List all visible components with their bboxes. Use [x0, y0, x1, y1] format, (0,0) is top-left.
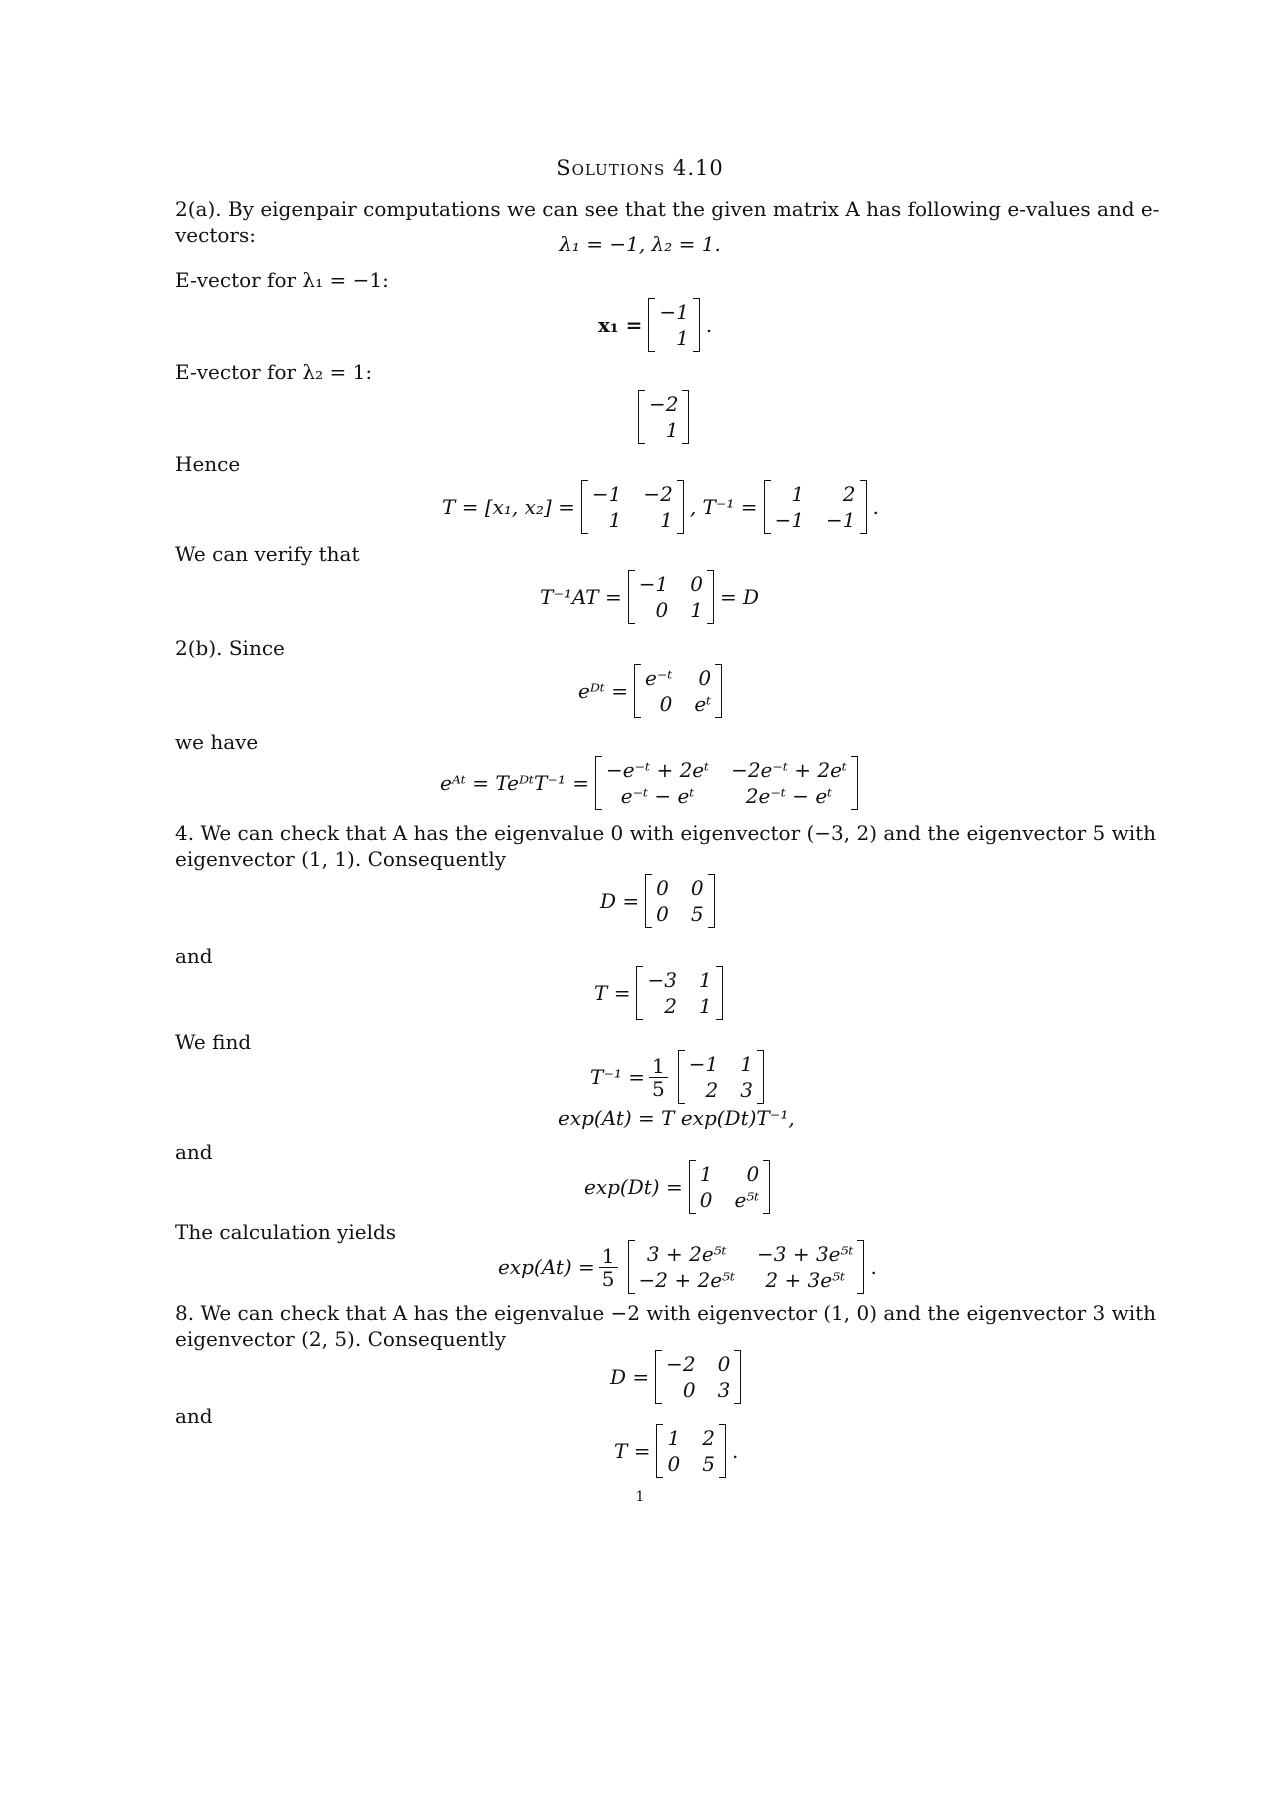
p4-T-entry: −3: [647, 968, 677, 992]
eigenvalues-text: λ₁ = −1, λ₂ = 1.: [559, 232, 721, 256]
verify-text: We can verify that: [175, 542, 360, 566]
D-entry: 0: [655, 598, 669, 622]
T-entry: −1: [591, 482, 622, 506]
D-matrix: [628, 570, 714, 624]
p4-T-entry: 2: [664, 994, 677, 1018]
eDt-entry: eᵗ: [694, 692, 712, 716]
eDt-entry: 0: [698, 666, 712, 690]
Tinv-entry: −1: [826, 508, 856, 532]
p4-T-lhs: T =: [594, 981, 631, 1005]
p4-D-equation: [600, 874, 721, 928]
eDt-matrix: [634, 664, 722, 718]
D-entry: 1: [690, 598, 703, 622]
page-number: 1: [635, 1489, 645, 1505]
p4-Tinv-entry: 1: [740, 1052, 753, 1076]
fraction-numerator: 1: [649, 1055, 668, 1078]
p4-Tinv-fraction: [649, 1055, 668, 1100]
p4-Tinv-lhs: T⁻¹ =: [590, 1065, 646, 1089]
eDt-equation: [578, 664, 728, 718]
p4-D-entry: 0: [656, 876, 669, 900]
x1-vector: [648, 298, 699, 352]
Tinv-entry: 1: [791, 482, 805, 506]
page-title: Solutions 4.10: [556, 156, 724, 180]
T-entry: 1: [608, 508, 622, 532]
x1-equation: x₁ = −1 1 .: [598, 300, 713, 350]
eDt-entry: 0: [659, 692, 673, 716]
fraction-numerator: 1: [599, 1245, 618, 1268]
p8-and: and: [175, 1404, 213, 1428]
p8-D-entry: 3: [717, 1378, 731, 1402]
p4-D-entry: 5: [690, 902, 704, 926]
p8-D-entry: 0: [717, 1352, 731, 1376]
expDt-matrix: [689, 1160, 771, 1214]
eAt-entry: −e⁻ᵗ + 2eᵗ: [606, 758, 710, 782]
eigenvalues-equation: [0, 232, 1280, 256]
expAt-matrix: [628, 1240, 865, 1294]
we-have-text: we have: [175, 730, 259, 754]
problem-2a-intro: 2(a). By eigenpair computations we can see that the given matrix A has following e-values and e-vectors:: [175, 197, 1160, 247]
T-entry: −2: [643, 482, 673, 506]
eAt-entry: −2e⁻ᵗ + 2eᵗ: [731, 758, 847, 782]
p8-D-equation: [610, 1350, 747, 1404]
p4-T-entry: 1: [698, 994, 712, 1018]
x2-vector: [638, 390, 689, 444]
x2-entry: 1: [665, 418, 679, 442]
we-find-text: We find: [175, 1030, 252, 1054]
p4-and-1: and: [175, 944, 213, 968]
problem-2b-since: 2(b). Since: [175, 636, 285, 660]
T-matrix: [581, 480, 684, 534]
eAt-equation: [440, 756, 864, 810]
eDt-entry: e⁻ᵗ: [644, 666, 673, 690]
p4-and-2: and: [175, 1140, 213, 1164]
p8-D-entry: −2: [666, 1352, 696, 1376]
expAt-lhs: exp(At) =: [498, 1255, 595, 1279]
p4-Tinv-entry: −1: [688, 1052, 719, 1076]
p4-D-matrix: [645, 874, 714, 928]
p8-T-lhs: T =: [614, 1439, 651, 1463]
p4-T-matrix: [636, 966, 722, 1020]
expAt-entry: −3 + 3e⁵ᵗ: [756, 1242, 854, 1266]
eDt-lhs: eᴰᵗ =: [578, 679, 628, 703]
p8-T-entry: 2: [702, 1426, 715, 1450]
p8-T-entry: 0: [667, 1452, 681, 1476]
x2-entry: −2: [649, 392, 679, 416]
TAT-equation: [540, 570, 759, 624]
x1-lhs: x₁ =: [598, 313, 643, 337]
p8-T-entry: 5: [702, 1452, 715, 1476]
expAt-formula-text: exp(At) = T exp(Dt)T⁻¹,: [558, 1106, 795, 1130]
Tinv-entry: −1: [774, 508, 805, 532]
expAt-result: exp(At) = $\frac{1}{5}$ 3 + 2e⁵ᵗ −3 + 3e⁵ᵗ −2 + 2e⁵ᵗ 2 + 3e⁵ᵗ .: [498, 1242, 877, 1292]
Tinv-matrix: [764, 480, 867, 534]
x1-entry: 1: [676, 326, 689, 350]
p8-D-matrix: [655, 1350, 741, 1404]
problem-4-intro: 4. We can check that A has the eigenvalue 0 with eigenvector (−3, 2) and the eigenvector 5 with eigenvector (1, 1). Consequently: [175, 821, 1157, 871]
p4-T-equation: [594, 966, 729, 1020]
fraction-denominator: 5: [652, 1076, 665, 1101]
p4-Tinv-equation: [590, 1050, 770, 1104]
evec1-label: E-vector for λ₁ = −1:: [175, 268, 389, 292]
p4-D-entry: 0: [690, 876, 704, 900]
expDt-entry: 1: [699, 1162, 713, 1186]
expAt-formula: [558, 1106, 795, 1130]
expDt-entry: 0: [746, 1162, 760, 1186]
expDt-entry: 0: [699, 1188, 713, 1212]
Tinv-lhs: , T⁻¹ =: [689, 495, 758, 519]
eAt-entry: 2e⁻ᵗ − eᵗ: [745, 784, 833, 808]
Tinv-entry: 2: [842, 482, 856, 506]
T-lhs: T = [x₁, x₂] =: [442, 495, 575, 519]
p8-T-equation: T = 1 2 0 5 .: [614, 1426, 739, 1476]
evec2-label: E-vector for λ₂ = 1:: [175, 360, 373, 384]
calc-text: The calculation yields: [175, 1220, 397, 1244]
p4-Tinv-matrix: [678, 1050, 764, 1104]
p4-D-lhs: D =: [600, 889, 640, 913]
hence-text: Hence: [175, 452, 241, 476]
expDt-lhs: exp(Dt) =: [584, 1175, 683, 1199]
problem-8-intro: 8. We can check that A has the eigenvalue −2 with eigenvector (1, 0) and the eigenvector 3 with eigenvector (2, 5). Consequently: [175, 1301, 1157, 1351]
p8-T-matrix: [656, 1424, 725, 1478]
p4-Tinv-entry: 3: [740, 1078, 753, 1102]
fraction-denominator: 5: [601, 1266, 615, 1291]
expAt-fraction: [599, 1245, 618, 1290]
p8-T-entry: 1: [667, 1426, 681, 1450]
T-equation: T = [x₁, x₂] = −1 −2 1 1 , T⁻¹ = 1 2 −1 −1 .: [442, 482, 879, 532]
TAT-lhs: T⁻¹AT =: [540, 585, 622, 609]
eAt-entry: e⁻ᵗ − eᵗ: [620, 784, 695, 808]
p8-D-entry: 0: [682, 1378, 696, 1402]
T-entry: 1: [660, 508, 673, 532]
D-rhs: = D: [719, 585, 760, 609]
x2-equation: [632, 390, 695, 444]
x1-entry: −1: [659, 300, 689, 324]
D-entry: −1: [638, 572, 669, 596]
p8-D-lhs: D =: [610, 1365, 650, 1389]
D-entry: 0: [690, 572, 703, 596]
p4-D-entry: 0: [656, 902, 669, 926]
eAt-matrix: [595, 756, 858, 810]
p4-T-entry: 1: [698, 968, 712, 992]
expAt-entry: 2 + 3e⁵ᵗ: [765, 1268, 846, 1292]
p4-Tinv-entry: 2: [705, 1078, 719, 1102]
expAt-entry: 3 + 2e⁵ᵗ: [646, 1242, 727, 1266]
expDt-equation: [584, 1160, 776, 1214]
expAt-entry: −2 + 2e⁵ᵗ: [638, 1268, 735, 1292]
expDt-entry: e⁵ᵗ: [734, 1188, 760, 1212]
eAt-lhs: eᴬᵗ = TeᴰᵗT⁻¹ =: [440, 771, 590, 795]
